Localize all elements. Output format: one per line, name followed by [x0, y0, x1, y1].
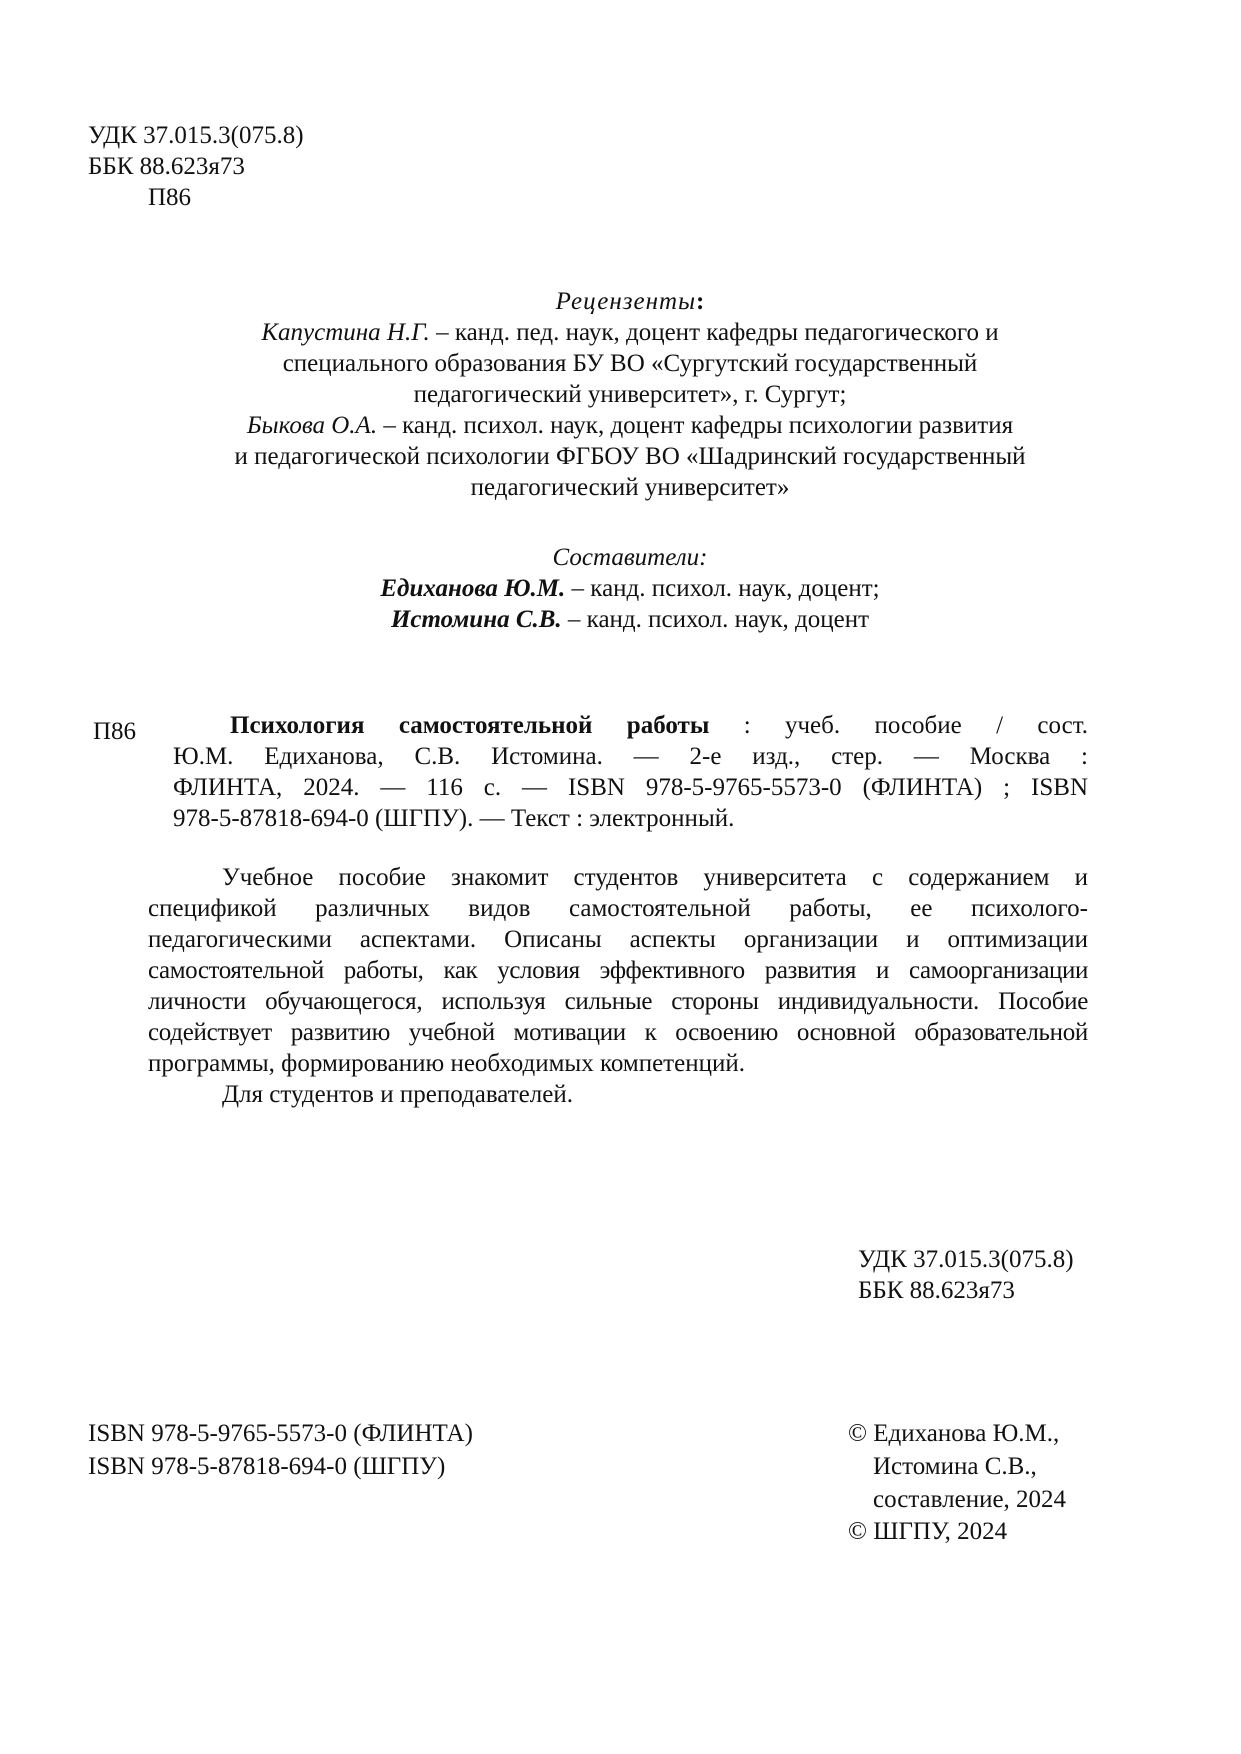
copyright-line-1: © Едиханова Ю.М., [848, 1420, 1060, 1447]
audience: Для студентов и преподавателей. [222, 1081, 573, 1108]
footer-bbk-code: ББК 88.623я73 [858, 1277, 1015, 1304]
author-mark: П86 [148, 184, 192, 211]
bibliography-line-3: ФЛИНТА, 2024. — 116 с. — ISBN 978-5-9765-5573-0 (ФЛИНТА) ; ISBN [173, 774, 1088, 801]
reviewer-2-line-3: педагогический университет» [470, 474, 790, 501]
reviewer-1-line-2: специального образования БУ ВО «Сургутский государственный [282, 350, 978, 377]
abstract [148, 862, 1088, 1110]
bibliography-line-2: Ю.М. Едиханова, С.В. Истомина. — 2-е изд., стер. — Москва : [173, 743, 1088, 770]
reviewer-2: Быкова О.А. – канд. психол. наук, доцент кафедры психологии развития [246, 412, 1014, 439]
abstract-line-7: программы, формированию необходимых компетенций. [148, 1050, 745, 1077]
bibliographic-record [173, 710, 1088, 834]
copyright-line-3: составление, 2024 [873, 1486, 1067, 1513]
bibliography-mark: П86 [93, 718, 137, 745]
abstract-line-5: личности обучающегося, используя сильные стороны индивидуальности. Пособие [148, 988, 1088, 1015]
abstract-line-1: Учебное пособие знакомит студентов университета с содержанием и [222, 864, 1088, 891]
reviewers-heading: Рецензенты: [555, 288, 705, 315]
abstract-line-4: самостоятельной работы, как условия эффективного развития и самоорганизации [148, 957, 1088, 984]
reviewer-1: Капустина Н.Г. – канд. пед. наук, доцент кафедры педагогического и [261, 319, 999, 346]
bibliography-line-1: Психология самостоятельной работы : учеб. пособие / сост. [230, 712, 1088, 739]
copyright-line-4: © ШГПУ, 2024 [848, 1518, 1008, 1545]
copyright-line-2: Истомина С.В., [873, 1453, 1037, 1480]
compiler-2: Истомина С.В. – канд. психол. наук, доцент [390, 606, 870, 633]
reviewer-2-line-2: и педагогической психологии ФГБОУ ВО «Шадринский государственный [234, 443, 1026, 470]
footer-udk-code: УДК 37.015.3(075.8) [858, 1246, 1074, 1273]
abstract-line-3: педагогическими аспектами. Описаны аспекты организации и оптимизации [148, 926, 1088, 953]
reviewer-1-line-3: педагогический университет», г. Сургут; [413, 381, 847, 408]
isbn-shgpu: ISBN 978-5-87818-694-0 (ШГПУ) [88, 1453, 446, 1480]
compilers-heading: Составители: [552, 544, 708, 571]
udk-code: УДК 37.015.3(075.8) [88, 122, 304, 149]
compilers-block [150, 542, 1110, 635]
reviewers-block [150, 286, 1110, 503]
isbn-flinta: ISBN 978-5-9765-5573-0 (ФЛИНТА) [88, 1420, 473, 1447]
compiler-1: Едиханова Ю.М. – канд. психол. наук, доцент; [380, 575, 880, 602]
abstract-line-6: содействует развитию учебной мотивации к освоению основной образовательной [148, 1019, 1088, 1046]
book-title: Психология самостоятельной работы [230, 712, 710, 739]
bbk-code: ББК 88.623я73 [88, 153, 245, 180]
abstract-line-2: спецификой различных видов самостоятельной работы, ее психолого- [148, 895, 1088, 922]
bibliography-line-4: 978-5-87818-694-0 (ШГПУ). — Текст : электронный. [173, 805, 735, 832]
